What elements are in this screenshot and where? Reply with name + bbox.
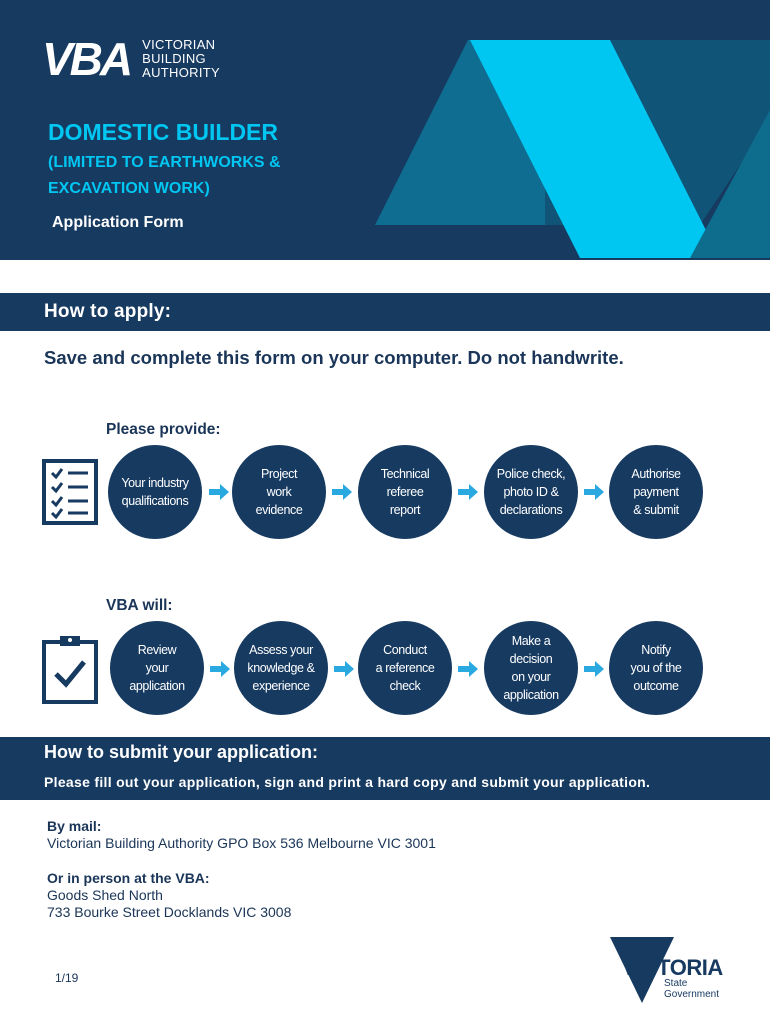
vba-step-assess: Assess your knowledge & experience: [234, 621, 328, 715]
vba-step-reference-check: Conduct a reference check: [358, 621, 452, 715]
vba-logo-mark: VBA: [42, 33, 131, 85]
vba-step-decision: Make a decision on your application: [484, 621, 578, 715]
subtitle-line-2: EXCAVATION WORK): [48, 180, 210, 197]
mail-address-block: [47, 818, 436, 852]
vba-step-notify: Notify you of the outcome: [609, 621, 703, 715]
vba-logo-text: [142, 38, 220, 80]
checklist-icon: [42, 459, 98, 530]
how-to-apply-heading: How to apply:: [44, 301, 172, 322]
page-title: DOMESTIC BUILDER: [48, 119, 278, 145]
logo-line-2: BUILDING: [142, 51, 206, 66]
subtitle-line-1: (LIMITED TO EARTHWORKS &: [48, 154, 281, 171]
provide-step-authorise-payment: Authorise payment & submit: [609, 445, 703, 539]
arrow-right-icon: [584, 661, 604, 677]
logo-line-3: AUTHORITY: [142, 65, 220, 80]
in-person-block: [47, 870, 291, 921]
state-government-text: State Government: [664, 978, 720, 1000]
vba-step-review: Review your application: [110, 621, 204, 715]
vba-logo: [42, 33, 220, 85]
please-provide-label: Please provide:: [106, 421, 221, 438]
provide-step-project-evidence: Project work evidence: [232, 445, 326, 539]
arrow-right-icon: [332, 484, 352, 500]
how-to-submit-heading: How to submit your application:: [44, 742, 318, 762]
clipboard-check-icon: [42, 634, 98, 709]
page-subtitle: [48, 150, 368, 202]
in-person-line-2: 733 Bourke Street Docklands VIC 3008: [47, 904, 292, 920]
victoria-wordmark: VICTORIA: [622, 955, 723, 980]
in-person-heading: Or in person at the VBA:: [47, 870, 210, 886]
provide-step-police-check: Police check, photo ID & declarations: [484, 445, 578, 539]
how-to-submit-bar: [0, 737, 770, 800]
arrow-right-icon: [334, 661, 354, 677]
arrow-right-icon: [458, 661, 478, 677]
in-person-line-1: Goods Shed North: [47, 887, 163, 903]
page-number: 1/19: [55, 971, 79, 985]
mail-address: Victorian Building Authority GPO Box 536 Melbourne VIC 3001: [47, 835, 436, 851]
arrow-right-icon: [584, 484, 604, 500]
provide-step-qualifications: Your industry qualifications: [108, 445, 202, 539]
arrow-right-icon: [458, 484, 478, 500]
form-label: Application Form: [52, 214, 184, 231]
mail-heading: By mail:: [47, 818, 102, 834]
instruction-text: Save and complete this form on your computer. Do not handwrite.: [44, 347, 624, 368]
header-banner: [0, 0, 770, 260]
arrow-right-icon: [209, 484, 229, 500]
provide-step-referee-report: Technical referee report: [358, 445, 452, 539]
arrow-right-icon: [210, 661, 230, 677]
logo-line-1: VICTORIAN: [142, 37, 216, 52]
vba-will-label: VBA will:: [106, 597, 173, 614]
how-to-submit-instructions: Please fill out your application, sign and print a hard copy and submit your application.: [44, 774, 651, 790]
how-to-apply-bar: [0, 293, 770, 331]
